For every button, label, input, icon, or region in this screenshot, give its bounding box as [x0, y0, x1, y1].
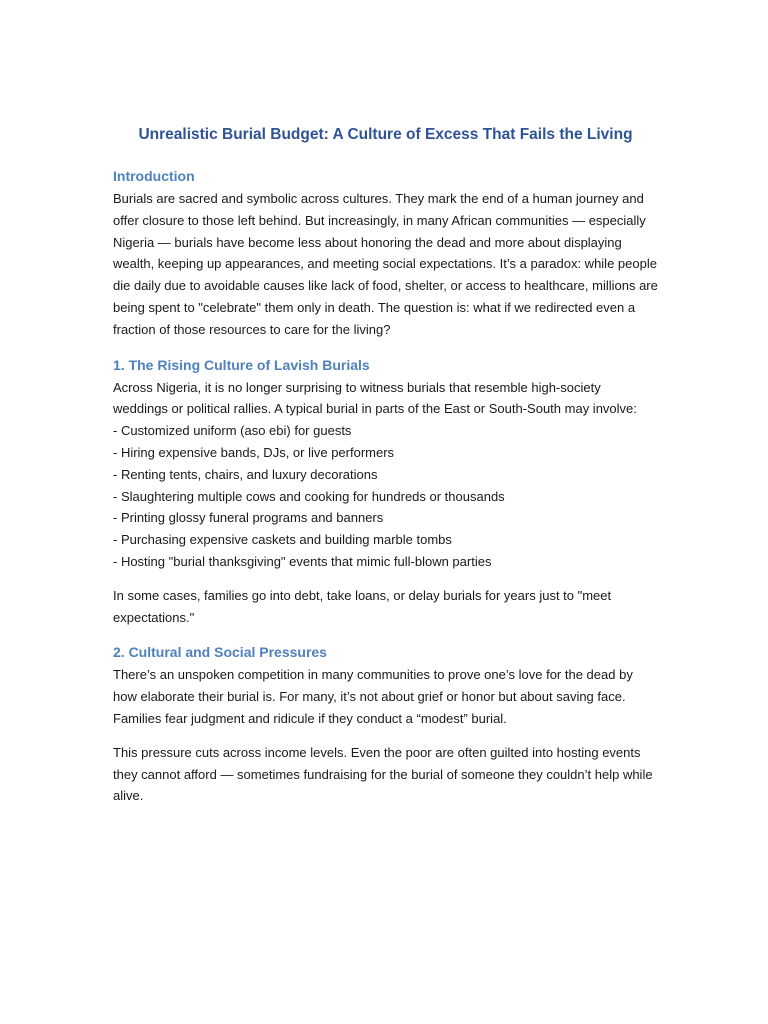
list-item: - Hosting "burial thanksgiving" events that mimic full-blown parties — [113, 553, 492, 569]
document-body — [113, 122, 658, 819]
document-title: Unrealistic Burial Budget: A Culture of Excess That Fails the Living — [138, 126, 633, 143]
list-item: - Slaughtering multiple cows and cooking for hundreds or thousands — [113, 488, 505, 504]
section-2-paragraph-1: There’s an unspoken competition in many communities to prove one’s love for the dead by how elaborate their burial is. For many, it’s not about grief or honor but about saving face. Families fear judgment and ridicule if they conduct a “modest” burial. — [113, 667, 633, 726]
introduction-heading: Introduction — [113, 168, 195, 184]
burial-expenses-list — [113, 420, 658, 573]
list-item: - Hiring expensive bands, DJs, or live performers — [113, 444, 395, 460]
introduction-paragraph: Burials are sacred and symbolic across cultures. They mark the end of a human journey and offer closure to those left behind. But increasingly, in many African communities — especially Nigeria — burials have become less about honoring the dead and more about displaying wealth, keeping up appearances, and meeting social expectations. It’s a paradox: while people die daily due to avoidable causes like lack of food, shelter, or access to healthcare, millions are being spent to "celebrate" them only in death. The question is: what if we redirected even a fraction of those resources to care for the living? — [113, 191, 658, 337]
list-item: - Purchasing expensive caskets and building marble tombs — [113, 532, 452, 548]
list-item: - Renting tents, chairs, and luxury decorations — [113, 466, 378, 482]
section-1-closing: In some cases, families go into debt, take loans, or delay burials for years just to "meet expectations." — [113, 587, 612, 625]
list-item: - Printing glossy funeral programs and banners — [113, 510, 384, 526]
list-item: - Customized uniform (aso ebi) for guests — [113, 423, 352, 439]
section-1-heading: 1. The Rising Culture of Lavish Burials — [113, 356, 370, 373]
section-2-paragraph-2: This pressure cuts across income levels. Even the poor are often guilted into hosting events they cannot afford — sometimes fundraising for the burial of someone they couldn’t help while alive. — [113, 744, 653, 804]
section-2-heading: 2. Cultural and Social Pressures — [113, 644, 327, 661]
section-1-intro: Across Nigeria, it is no longer surprising to witness burials that resemble high-society weddings or political rallies. A typical burial in parts of the East or South-South may involve: — [113, 379, 637, 417]
